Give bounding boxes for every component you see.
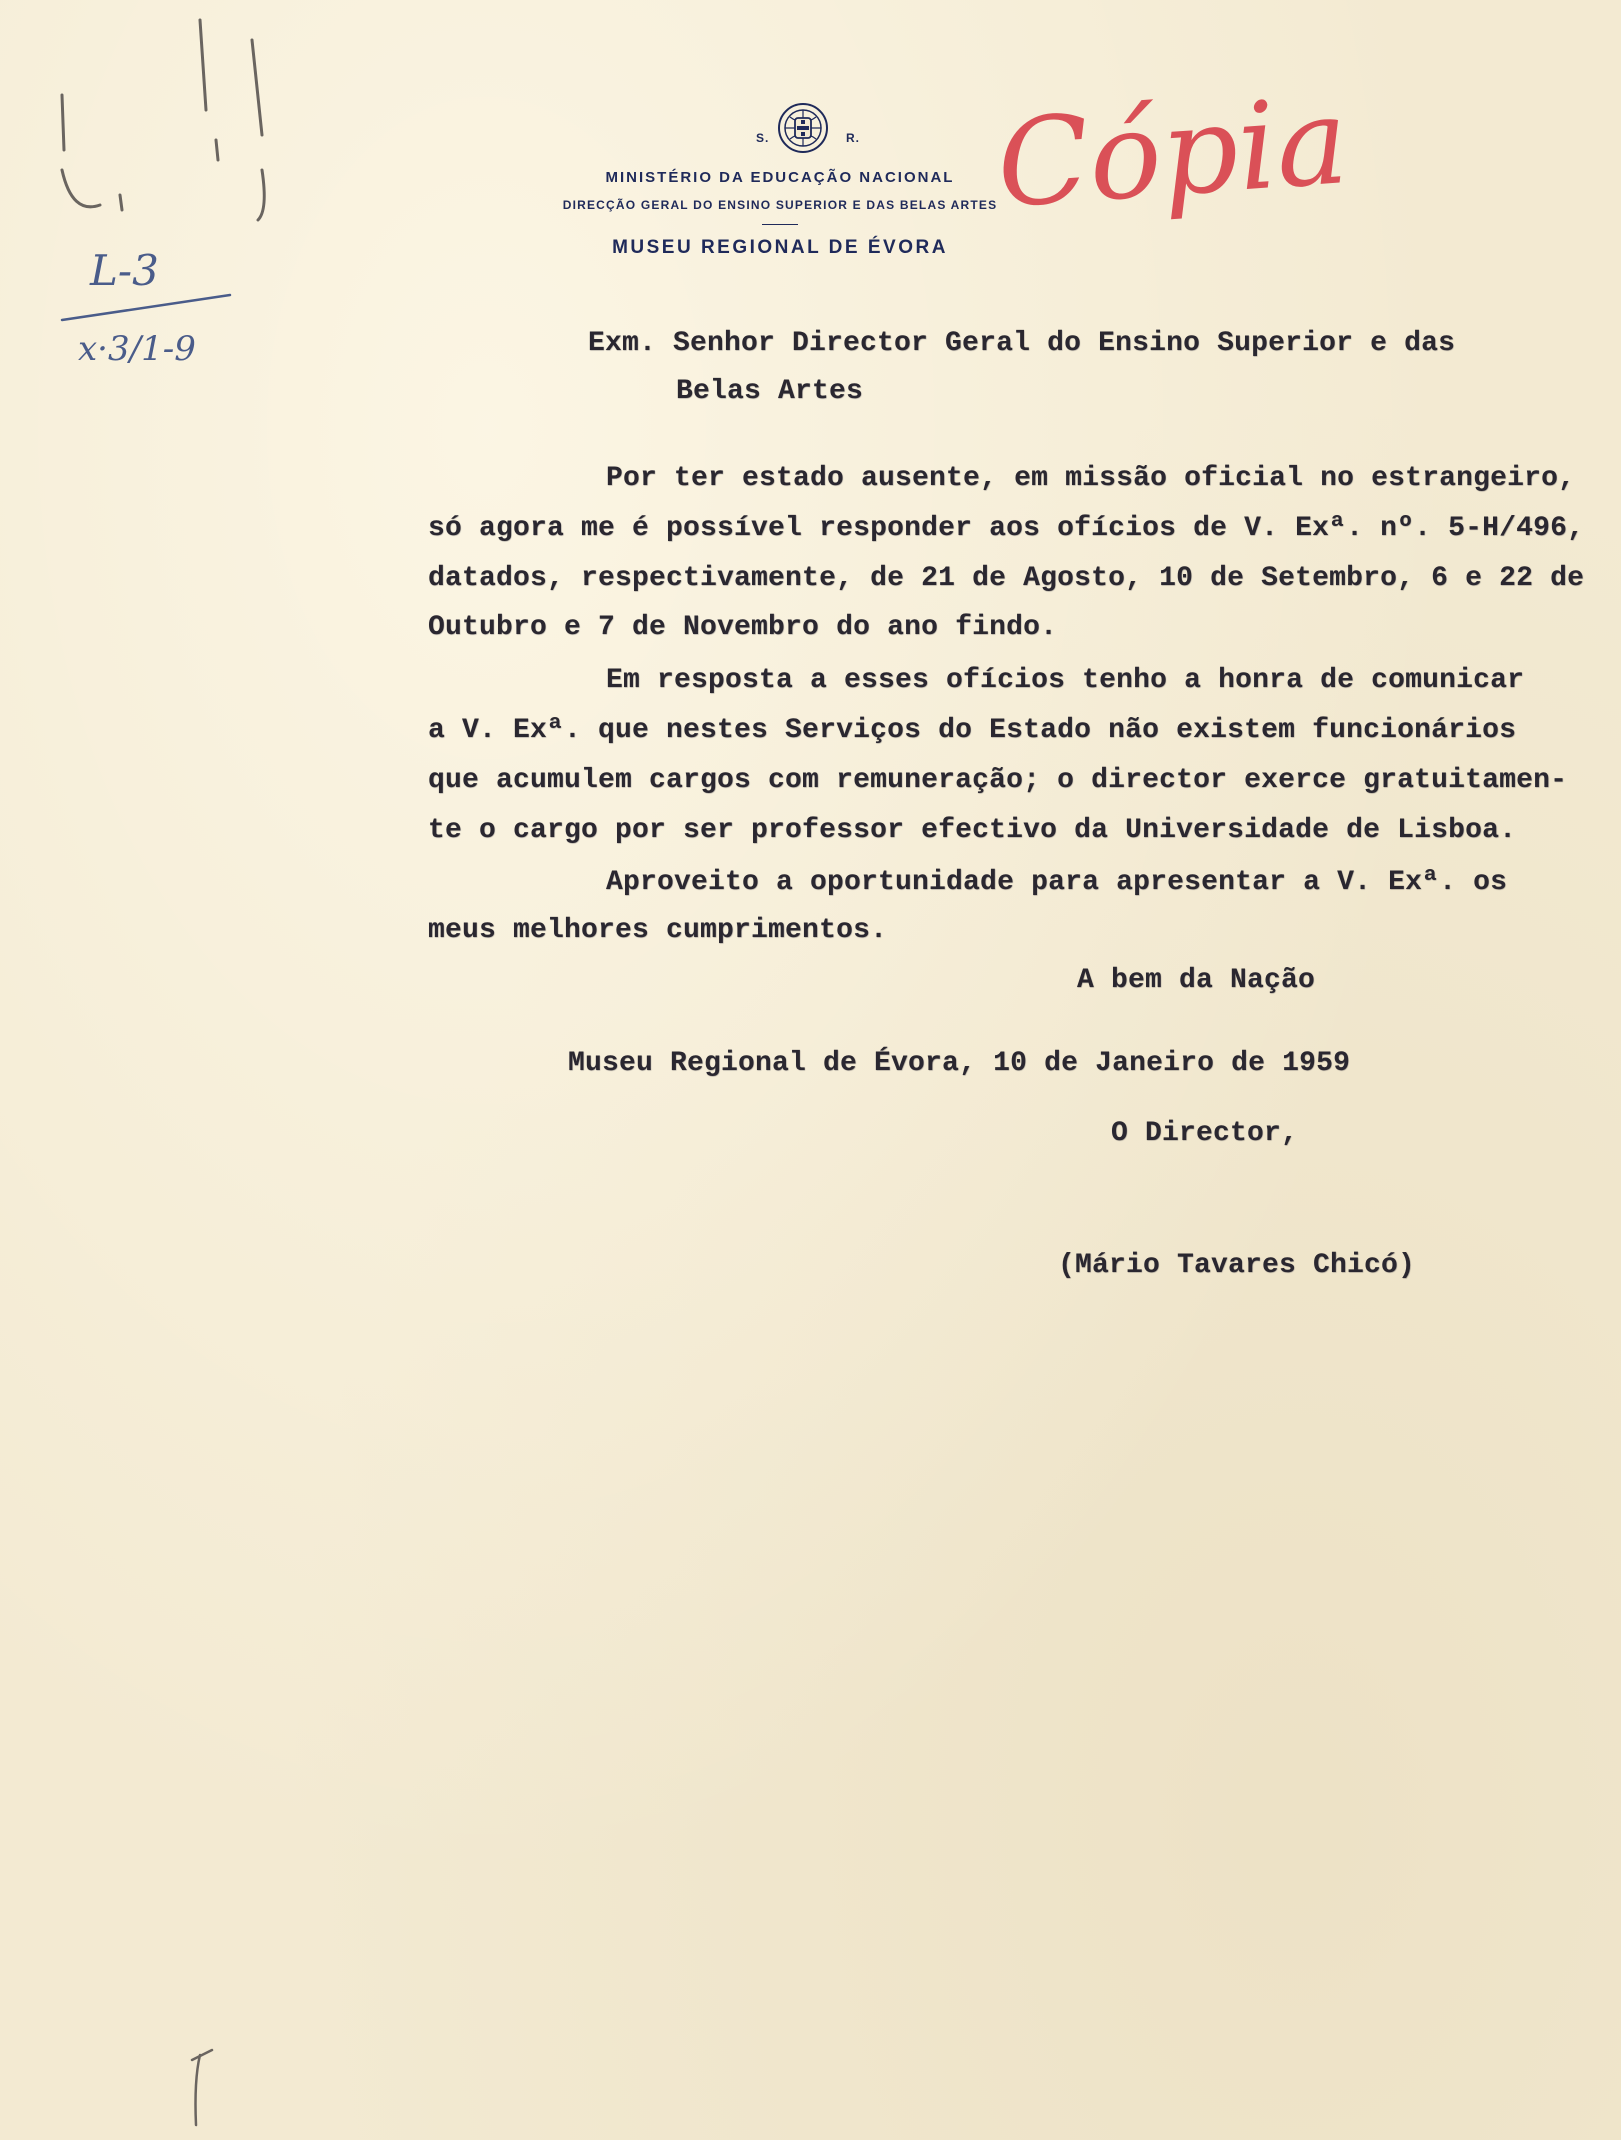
- letterhead-s-label: S.: [756, 131, 770, 145]
- signatory-name: (Mário Tavares Chicó): [1058, 1250, 1416, 1281]
- place-and-date: Museu Regional de Évora, 10 de Janeiro de 1959: [568, 1048, 1351, 1079]
- direccao-heading: DIRECÇÃO GERAL DO ENSINO SUPERIOR E DAS BELAS ARTES: [562, 198, 998, 212]
- ministry-heading: MINISTÉRIO DA EDUCAÇÃO NACIONAL: [605, 169, 955, 186]
- pencil-mark-bottom: [170, 2040, 230, 2130]
- portuguese-crest-icon: [776, 101, 830, 155]
- salutation-line-2: Belas Artes: [676, 376, 864, 407]
- salutation-line-1: Exm. Senhor Director Geral do Ensino Superior e das: [588, 328, 1456, 359]
- letterhead-divider: [762, 224, 798, 225]
- copia-red-stamp: [988, 65, 1468, 245]
- paragraph-1-line-2: só agora me é possível responder aos ofícios de V. Exª. nº. 5-H/496,: [428, 513, 1585, 544]
- paragraph-1-line-1: Por ter estado ausente, em missão oficial no estrangeiro,: [606, 463, 1576, 494]
- closing-formula: A bem da Nação: [1077, 965, 1316, 996]
- margin-note-top: L-3: [90, 246, 159, 295]
- museum-heading: MUSEU REGIONAL DE ÉVORA: [612, 237, 948, 258]
- signatory-title: O Director,: [1111, 1118, 1299, 1149]
- paragraph-3-line-2: meus melhores cumprimentos.: [428, 915, 888, 946]
- copia-text: Cópia: [992, 71, 1353, 236]
- letterhead: [520, 95, 1040, 259]
- paragraph-1-line-3: datados, respectivamente, de 21 de Agosto, 10 de Setembro, 6 e 22 de: [428, 563, 1585, 594]
- paragraph-2-line-1: Em resposta a esses ofícios tenho a honra de comunicar: [606, 665, 1525, 696]
- paragraph-2-line-3: que acumulem cargos com remuneração; o director exerce gratuitamen-: [428, 765, 1568, 796]
- letterhead-r-label: R.: [846, 131, 860, 145]
- letterhead-crest-row: [520, 95, 1040, 155]
- paragraph-2-line-4: te o cargo por ser professor efectivo da Universidade de Lisboa.: [428, 815, 1517, 846]
- paragraph-3-line-1: Aproveito a oportunidade para apresentar a V. Exª. os: [606, 867, 1508, 898]
- paragraph-2-line-2: a V. Exª. que nestes Serviços do Estado não existem funcionários: [428, 715, 1517, 746]
- paragraph-1-line-4: Outubro e 7 de Novembro do ano findo.: [428, 612, 1058, 643]
- blue-pencil-note: [50, 225, 250, 375]
- margin-note-date: x·3/1-9: [78, 329, 196, 369]
